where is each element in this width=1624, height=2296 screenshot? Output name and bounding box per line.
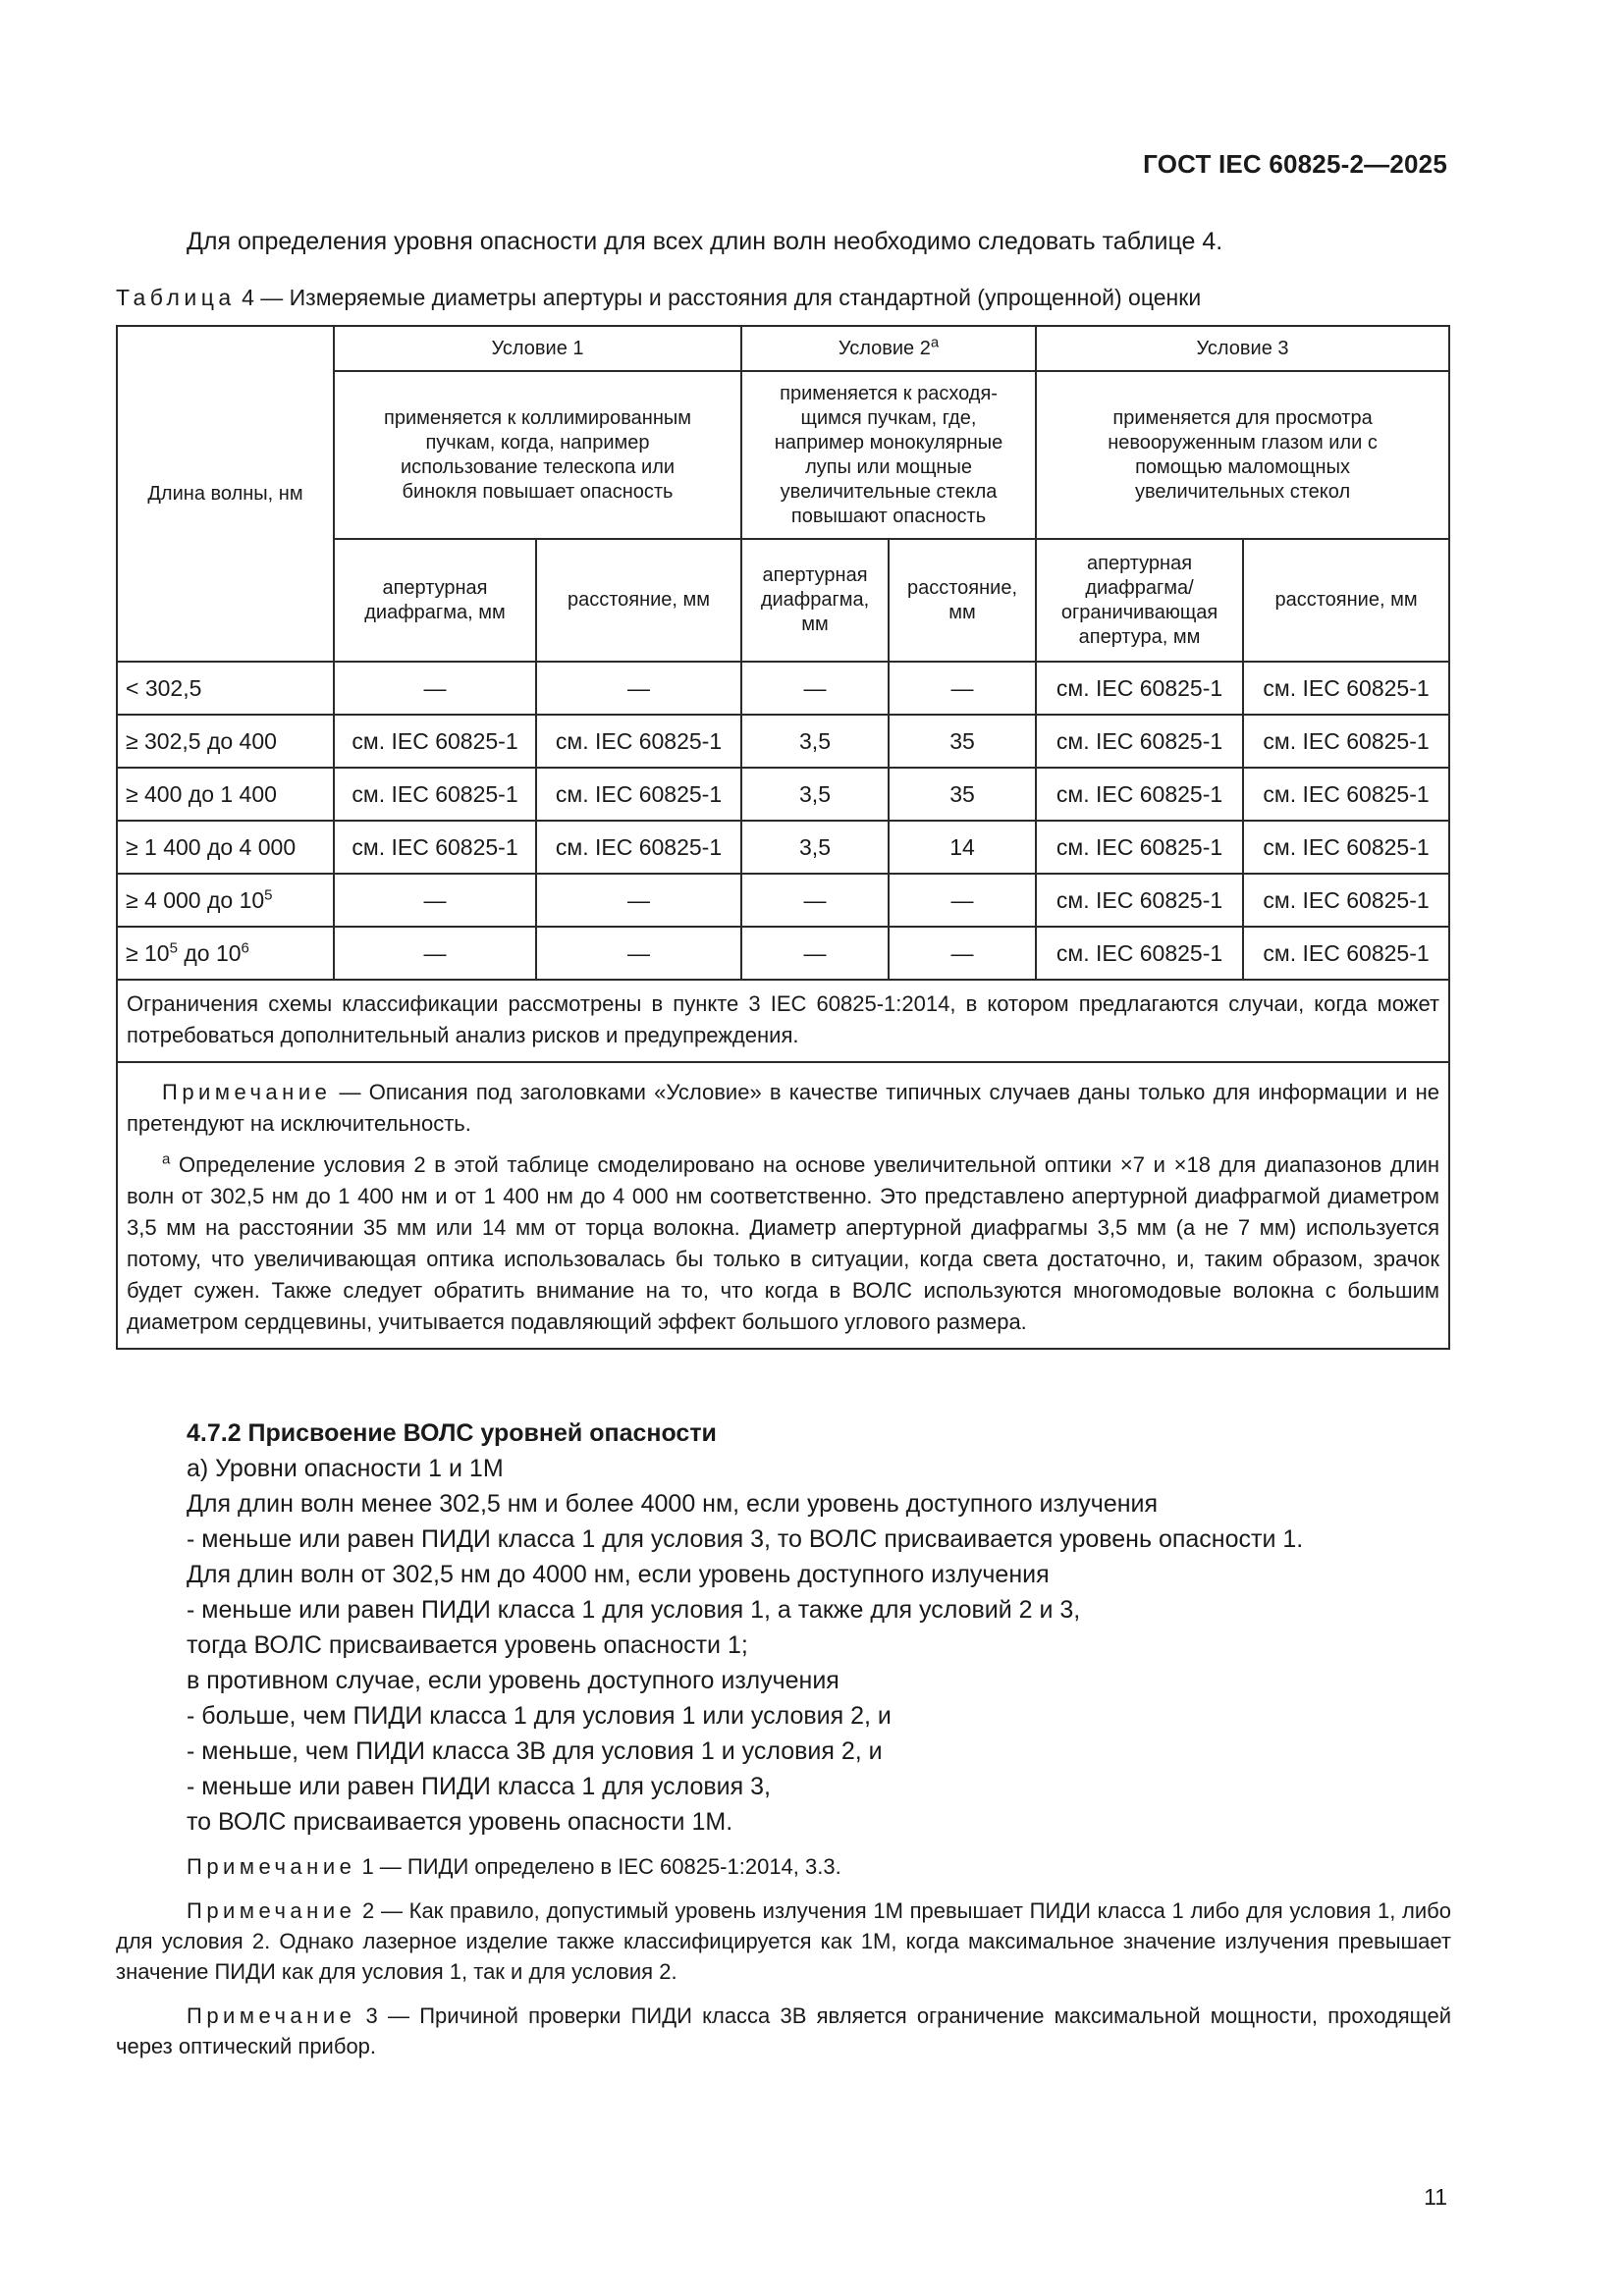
condition-2-title: Условие 2$^a$ [741,326,1036,371]
condition-3-description: применяется для просмотра невооруженным глазом или с помощью маломощных увеличительных стекол [1036,371,1449,539]
c1-aperture-cell: — [334,927,536,980]
section-line: то ВОЛС присваивается уровень опасности 1М. [187,1808,733,1836]
table-caption-label: Таблица [116,285,236,310]
c2-distance-cell: — [889,874,1036,927]
condition-1-description: применяется к коллимированным пучкам, когда, например использование телескопа или бинокля повышает опасность [334,371,741,539]
wavelength-cell: ≥ 302,5 до 400 [117,715,334,768]
c3-distance-cell: см. IEC 60825-1 [1243,768,1449,821]
condition-3-distance-header: расстояние, мм [1243,539,1449,662]
c1-aperture-cell: см. IEC 60825-1 [334,768,536,821]
table-caption-text: 4 — Измеряемые диаметры апертуры и расстояния для стандартной (упрощенной) оценки [235,285,1202,310]
wavelength-cell: < 302,5 [117,662,334,715]
table-caption [116,285,1451,311]
section-line: - меньше, чем ПИДИ класса 3В для условия 1 и условия 2, и [187,1737,883,1765]
table-footnote: $^a$ Определение условия 2 в этой таблице смоделировано на основе увеличительной оптики ×7 и ×18 для диапазонов длин волн от 302,5 нм до 1 400 нм и от 1 400 нм до 4 000 нм соответственно. Это представлено апертурной диафрагмой диаметром 3,5 мм на расстоянии 35 мм или 14 мм от торца волокна. Диаметр апертурной диафрагмы 3,5 мм (а не 7 мм) используется потому, что увеличивающая оптика использовалась бы только в ситуации, когда света достаточно, и, таким образом, зрачок будет сужен. Также следует обратить внимание на то, что когда в ВОЛС используются многомодовые волокна с большим диаметром сердцевины, учитывается подавляющий эффект большого углового размера. [127,1150,1440,1334]
c3-distance-cell: см. IEC 60825-1 [1243,874,1449,927]
c1-aperture-cell: — [334,662,536,715]
table-row [117,768,1449,821]
c3-aperture-cell: см. IEC 60825-1 [1036,927,1243,980]
note-1: Примечание 1 — ПИДИ определено в IEC 60825-1:2014, 3.3. [187,1854,841,1879]
condition-1-title: Условие 1 [334,326,741,371]
wavelength-cell: ≥ 1 400 до 4 000 [117,821,334,874]
c1-distance-cell: см. IEC 60825-1 [536,715,741,768]
c2-aperture-cell: — [741,927,889,980]
section-heading: 4.7.2 Присвоение ВОЛС уровней опасности [187,1419,717,1447]
document-code: ГОСТ IEC 60825-2—2025 [1143,149,1447,179]
table-row [117,662,1449,715]
c3-aperture-cell: см. IEC 60825-1 [1036,662,1243,715]
wavelength-header: Длина волны, нм [117,326,334,662]
condition-2-description: применяется к расходя-щимся пучкам, где, например монокулярные лупы или мощные увеличительные стекла повышают опасность [741,371,1036,539]
c2-aperture-cell: — [741,662,889,715]
c1-aperture-cell: см. IEC 60825-1 [334,821,536,874]
table-row [117,821,1449,874]
section-line: - меньше или равен ПИДИ класса 1 для условия 3, [187,1773,771,1800]
note-2: Примечание 2 — Как правило, допустимый уровень излучения 1М превышает ПИДИ класса 1 либо для условия 1, либо для условия 2. Однако лазерное изделие также классифицируется как 1М, когда максимальное значение излучения превышает значение ПИДИ как для условия 1, так и для условия 2. [116,1898,1451,1984]
c3-distance-cell: см. IEC 60825-1 [1243,821,1449,874]
c3-distance-cell: см. IEC 60825-1 [1243,715,1449,768]
c2-aperture-cell: — [741,874,889,927]
table-note: Примечание — Описания под заголовками «Условие» в качестве типичных случаев даны только для информации и не претендуют на исключительность. [127,1080,1440,1136]
wavelength-cell: ≥ $10^5$ до $10^6$ [117,927,334,980]
table-row [117,874,1449,927]
section-line: Для длин волн менее 302,5 нм и более 4000 нм, если уровень доступного излучения [187,1490,1159,1518]
table-row [117,927,1449,980]
limitations-note: Ограничения схемы классификации рассмотрены в пункте 3 IEC 60825-1:2014, в котором предлагаются случаи, когда может потребоваться дополнительный анализ рисков и предупреждения. [117,980,1449,1062]
c3-distance-cell: см. IEC 60825-1 [1243,662,1449,715]
section-line: - меньше или равен ПИДИ класса 1 для условия 3, то ВОЛС присваивается уровень опасности 1. [187,1525,1304,1553]
condition-3-title: Условие 3 [1036,326,1449,371]
c3-aperture-cell: см. IEC 60825-1 [1036,874,1243,927]
section-4-7-2 [116,1415,1451,2075]
c2-distance-cell: 35 [889,715,1036,768]
section-line: - больше, чем ПИДИ класса 1 для условия 1 или условия 2, и [187,1702,892,1730]
condition-2-distance-header: расстояние, мм [889,539,1036,662]
c2-distance-cell: 35 [889,768,1036,821]
c2-distance-cell: — [889,927,1036,980]
note-3: Примечание 3 — Причиной проверки ПИДИ класса 3В является ограничение максимальной мощности, проходящей через оптический прибор. [116,2003,1451,2058]
c1-aperture-cell: см. IEC 60825-1 [334,715,536,768]
c2-distance-cell: — [889,662,1036,715]
c1-aperture-cell: — [334,874,536,927]
c2-aperture-cell: 3,5 [741,821,889,874]
c1-distance-cell: — [536,662,741,715]
condition-1-distance-header: расстояние, мм [536,539,741,662]
condition-3-aperture-header: апертурная диафрагма/ ограничивающая апертура, мм [1036,539,1243,662]
footnote-ref: a [930,333,940,350]
c2-aperture-cell: 3,5 [741,715,889,768]
c3-aperture-cell: см. IEC 60825-1 [1036,715,1243,768]
c3-aperture-cell: см. IEC 60825-1 [1036,768,1243,821]
table-row [117,715,1449,768]
page-number: 11 [1424,2184,1447,2210]
section-line: в противном случае, если уровень доступного излучения [187,1667,839,1694]
condition-1-aperture-header: апертурная диафрагма, мм [334,539,536,662]
table-4 [116,325,1450,1350]
section-line: - меньше или равен ПИДИ класса 1 для условия 1, а также для условий 2 и 3, [187,1596,1081,1624]
c1-distance-cell: — [536,874,741,927]
c1-distance-cell: см. IEC 60825-1 [536,768,741,821]
section-line: Для длин волн от 302,5 нм до 4000 нм, если уровень доступного излучения [187,1561,1050,1588]
intro-paragraph: Для определения уровня опасности для всех длин волн необходимо следовать таблице 4. [187,228,1223,255]
c1-distance-cell: — [536,927,741,980]
c2-aperture-cell: 3,5 [741,768,889,821]
condition-2-aperture-header: апертурная диафрагма, мм [741,539,889,662]
c3-aperture-cell: см. IEC 60825-1 [1036,821,1243,874]
c3-distance-cell: см. IEC 60825-1 [1243,927,1449,980]
c2-distance-cell: 14 [889,821,1036,874]
table-notes [117,1062,1449,1349]
c1-distance-cell: см. IEC 60825-1 [536,821,741,874]
wavelength-cell: ≥ 4 000 до $10^5$ [117,874,334,927]
section-line: а) Уровни опасности 1 и 1М [187,1455,504,1482]
wavelength-cell: ≥ 400 до 1 400 [117,768,334,821]
section-line: тогда ВОЛС присваивается уровень опасности 1; [187,1631,748,1659]
section-notes [116,1851,1451,2061]
